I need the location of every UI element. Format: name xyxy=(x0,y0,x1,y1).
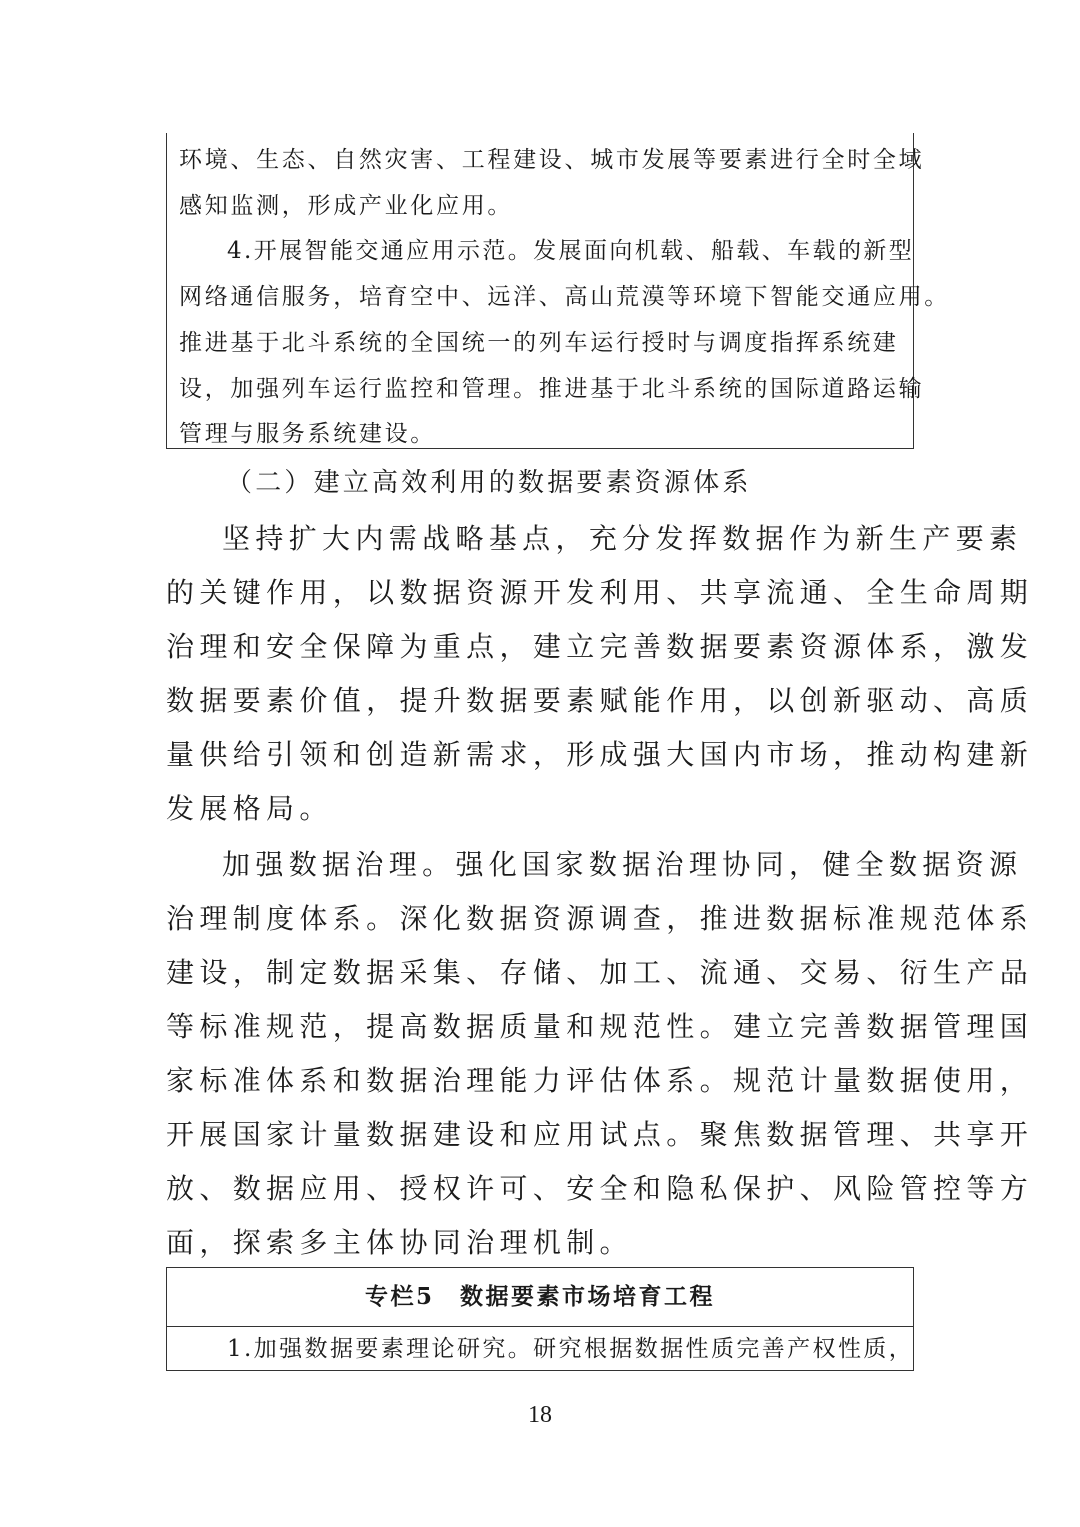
paragraph-line: 治理和安全保障为重点，建立完善数据要素资源体系，激发 xyxy=(166,630,1034,663)
paragraph-line: 建设，制定数据采集、存储、加工、流通、交易、衍生产品 xyxy=(166,956,1034,989)
box-text-line: 网络通信服务，培育空中、远洋、高山荒漠等环境下智能交通应用。 xyxy=(179,284,950,310)
paragraph-line: 等标准规范，提高数据质量和规范性。建立完善数据管理国 xyxy=(166,1010,1034,1043)
box-text-line: 感知监测，形成产业化应用。 xyxy=(179,193,514,219)
paragraph-line: 开展国家计量数据建设和应用试点。聚焦数据管理、共享开 xyxy=(166,1118,1034,1151)
box-text-line: 推进基于北斗系统的全国统一的列车运行授时与调度指挥系统建 xyxy=(179,330,899,356)
paragraph-line: 加强数据治理。强化国家数据治理协同，健全数据资源 xyxy=(222,848,1023,881)
paragraph-line: 治理制度体系。深化数据资源调查，推进数据标准规范体系 xyxy=(166,902,1034,935)
feature-column-5 xyxy=(166,1267,914,1371)
paragraph-line: 数据要素价值，提升数据要素赋能作用，以创新驱动、高质 xyxy=(166,684,1034,717)
box-text-line: 环境、生态、自然灾害、工程建设、城市发展等要素进行全时全域 xyxy=(179,147,925,173)
paragraph-line: 家标准体系和数据治理能力评估体系。规范计量数据使用， xyxy=(166,1064,1034,1097)
column-title: 专栏5 数据要素市场培育工程 xyxy=(167,1268,913,1327)
paragraph-line: 坚持扩大内需战略基点，充分发挥数据作为新生产要素 xyxy=(222,522,1023,555)
box-text-line: 管理与服务系统建设。 xyxy=(179,421,436,447)
box-text-line: 设，加强列车运行监控和管理。推进基于北斗系统的国际道路运输 xyxy=(179,376,925,402)
section-heading: （二）建立高效利用的数据要素资源体系 xyxy=(226,468,752,498)
column-text-line: 1.加强数据要素理论研究。研究根据数据性质完善产权性质， xyxy=(227,1336,915,1362)
paragraph-line: 发展格局。 xyxy=(166,792,333,825)
page-number: 18 xyxy=(528,1402,552,1428)
paragraph-line: 放、数据应用、授权许可、安全和隐私保护、风险管控等方 xyxy=(166,1172,1034,1205)
box-text-line: 4.开展智能交通应用示范。发展面向机载、船载、车载的新型 xyxy=(227,238,915,264)
paragraph-line: 的关键作用，以数据资源开发利用、共享流通、全生命周期 xyxy=(166,576,1034,609)
paragraph-line: 面，探索多主体协同治理机制。 xyxy=(166,1226,633,1259)
paragraph-line: 量供给引领和创造新需求，形成强大国内市场，推动构建新 xyxy=(166,738,1034,771)
